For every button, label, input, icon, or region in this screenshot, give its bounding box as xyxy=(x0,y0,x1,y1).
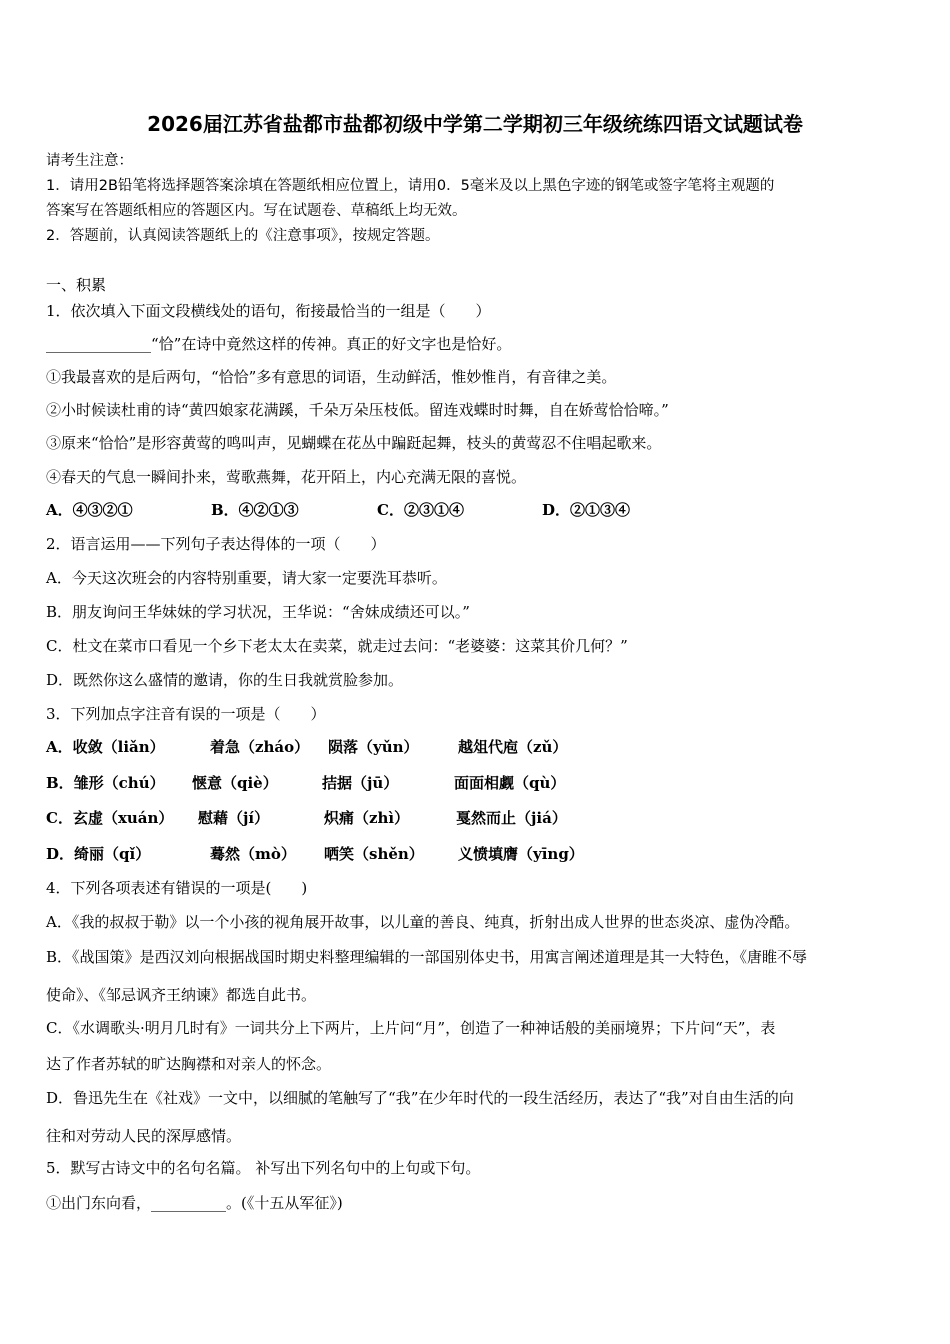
item: 惬意（qiè） xyxy=(192,774,278,792)
section-heading: 一、积累 xyxy=(46,276,107,294)
question-4-stem: 4．下列各项表述有错误的一项是( ) xyxy=(46,879,308,897)
item: 蓦然（mò） xyxy=(210,845,296,863)
question-5-stem: 5．默写古诗文中的名句名篇。 补写出下列名句中的上句或下句。 xyxy=(46,1159,481,1177)
notice-item: 1．请用2B铅笔将选择题答案涂填在答题纸相应位置上，请用0．5毫米及以上黑色字迹的钢笔或签字笔将主观题的 xyxy=(46,178,775,194)
question-1-blank: ______________“恰”在诗中竟然这样的传神。真正的好文字也是恰好。 xyxy=(46,335,512,353)
question-2-stem: 2．语言运用——下列句子表达得体的一项（ ） xyxy=(46,535,386,553)
question-3-stem: 3．下列加点字注音有误的一项是（ ） xyxy=(46,705,326,723)
question-1-sentence: ④春天的气息一瞬间扑来，莺歌燕舞，花开陌上，内心充满无限的喜悦。 xyxy=(46,468,527,486)
option-d[interactable]: D．既然你这么盛情的邀请，你的生日我就赏脸参加。 xyxy=(46,671,404,689)
item: D．绮丽（qǐ） xyxy=(46,845,151,863)
item: 陨落（yǔn） xyxy=(328,738,419,756)
item: 面面相觑（qù） xyxy=(454,774,566,792)
option-c[interactable]: C．②③①④ xyxy=(377,501,464,519)
notice-item: 答案写在答题纸相应的答题区内。写在试题卷、草稿纸上均无效。 xyxy=(46,203,467,219)
item: 着急（zháo） xyxy=(210,738,310,756)
item: 义愤填膺（yīng） xyxy=(458,845,584,863)
item: 拮据（jū） xyxy=(322,774,399,792)
question-1-sentence: ①我最喜欢的是后两句，“恰恰”多有意思的词语，生动鲜活，惟妙惟肖，有音律之美。 xyxy=(46,368,617,386)
notice-item: 2．答题前，认真阅读答题纸上的《注意事项》，按规定答题。 xyxy=(46,228,440,244)
item: A．收敛（liǎn） xyxy=(46,738,165,756)
item: B．雏形（chú） xyxy=(46,774,165,792)
item: 越俎代庖（zǔ） xyxy=(458,738,568,756)
option-c[interactable]: C．杜文在菜市口看见一个乡下老太太在卖菜，就走过去问：“老婆婆：这菜其价几何？” xyxy=(46,637,628,655)
notice-heading: 请考生注意： xyxy=(46,153,133,169)
option-c-cont: 达了作者苏轼的旷达胸襟和对亲人的怀念。 xyxy=(46,1055,332,1073)
option-b[interactable]: B．④②①③ xyxy=(211,501,299,519)
item: 炽痛（zhì） xyxy=(324,809,410,827)
option-a[interactable]: A．《我的叔叔于勒》以一个小孩的视角展开故事，以儿童的善良、纯真，折射出成人世界的世态炎凉、虚伪冷酷。 xyxy=(46,913,800,931)
option-b-cont: 使命》、《邹忌讽齐王纳谏》都选自此书。 xyxy=(46,986,317,1004)
option-b[interactable]: B．朋友询问王华妹妹的学习状况，王华说：“舍妹成绩还可以。” xyxy=(46,603,470,621)
question-1-stem: 1．依次填入下面文段横线处的语句，衔接最恰当的一组是（ ） xyxy=(46,302,491,320)
option-b[interactable]: B．《战国策》是西汉刘向根据战国时期史料整理编辑的一部国别体史书，用寓言阐述道理是其一大特色，《唐睢不辱 xyxy=(46,948,808,966)
page-title: 2026届江苏省盐都市盐都初级中学第二学期初三年级统练四语文试题试卷 xyxy=(147,112,803,136)
item: 慰藉（jí） xyxy=(198,809,270,827)
item: C．玄虚（xuán） xyxy=(46,809,174,827)
question-5-line: ①出门东向看，__________。(《十五从军征》) xyxy=(46,1194,343,1212)
option-d[interactable]: D．鲁迅先生在《社戏》一文中，以细腻的笔触写了“我”在少年时代的一段生活经历，表达了“我”对自由生活的向 xyxy=(46,1089,794,1107)
option-a[interactable]: A．今天这次班会的内容特别重要，请大家一定要洗耳恭听。 xyxy=(46,569,447,587)
item: 戛然而止（jiá） xyxy=(456,809,567,827)
item: 哂笑（shěn） xyxy=(324,845,424,863)
question-1-sentence: ②小时候读杜甫的诗“黄四娘家花满蹊，千朵万朵压枝低。留连戏蝶时时舞，自在娇莺恰恰啼。” xyxy=(46,401,669,419)
option-d-cont: 往和对劳动人民的深厚感情。 xyxy=(46,1127,242,1145)
option-a[interactable]: A．④③②① xyxy=(46,501,133,519)
option-c[interactable]: C．《水调歌头·明月几时有》一词共分上下两片，上片问“月”，创造了一种神话般的美丽境界；下片问“天”，表 xyxy=(46,1019,776,1037)
option-d[interactable]: D．②①③④ xyxy=(542,501,631,519)
question-1-sentence: ③原来“恰恰”是形容黄莺的鸣叫声，见蝴蝶在花丛中蹁跹起舞，枝头的黄莺忍不住唱起歌来。 xyxy=(46,434,662,452)
